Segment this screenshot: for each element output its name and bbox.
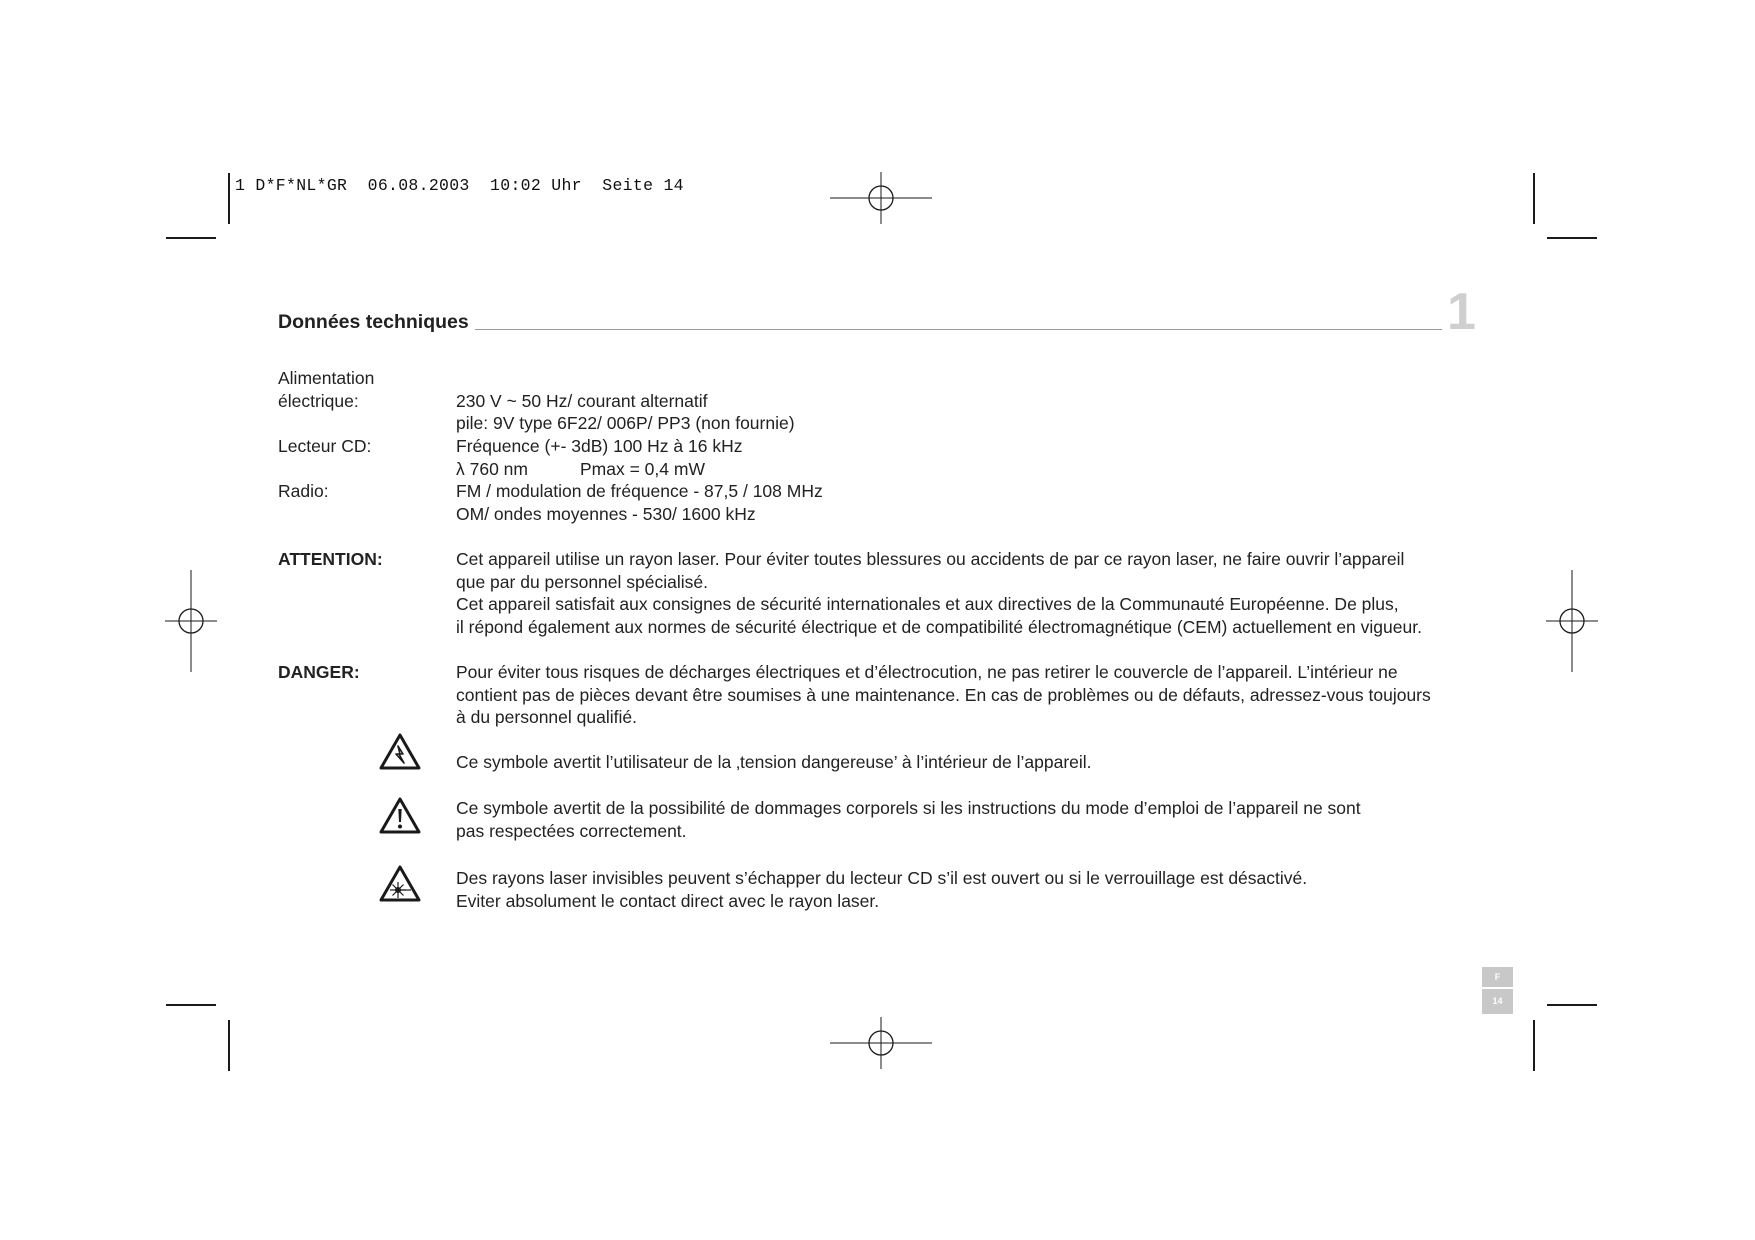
- cd-label: Lecteur CD:: [278, 436, 372, 456]
- danger-line: à du personnel qualifié.: [456, 707, 637, 727]
- registration-mark-bottom: [830, 1017, 932, 1069]
- chapter-number: 1: [1447, 283, 1476, 341]
- laser-warning-icon: [379, 865, 421, 903]
- attention-label: ATTENTION:: [278, 549, 383, 569]
- symbol-description: Eviter absolument le contact direct avec le rayon laser.: [456, 891, 880, 911]
- section-title: Données techniques: [278, 311, 469, 333]
- radio-value-line2: OM/ ondes moyennes - 530/ 1600 kHz: [456, 504, 756, 524]
- attention-line: Cet appareil utilise un rayon laser. Pour éviter toutes blessures ou accidents de par ce rayon laser, ne faire ouvrir l’appareil: [456, 549, 1405, 569]
- cd-wavelength: λ 760 nm: [456, 459, 528, 479]
- radio-label: Radio:: [278, 481, 329, 501]
- registration-mark-right: [1546, 570, 1598, 672]
- symbol-description: Ce symbole avertit l’utilisateur de la ‚tension dangereuse’ à l’intérieur de l’appareil.: [456, 752, 1092, 772]
- attention-line: il répond également aux normes de sécurité électrique et de compatibilité électromagnétique (CEM) actuellement en vigueur.: [456, 617, 1422, 637]
- symbol-description: Ce symbole avertit de la possibilité de dommages corporels si les instructions du mode d’emploi de l’appareil ne sont: [456, 798, 1361, 818]
- danger-label: DANGER:: [278, 662, 360, 682]
- power-value-line1: 230 V ~ 50 Hz/ courant alternatif: [456, 391, 708, 411]
- symbol-description: pas respectées correctement.: [456, 821, 687, 841]
- title-rule: [475, 329, 1442, 330]
- high-voltage-warning-icon: [379, 733, 421, 771]
- registration-mark-left: [165, 570, 217, 672]
- symbol-description: Des rayons laser invisibles peuvent s’échapper du lecteur CD s’il est ouvert ou si le verrouillage est désactivé.: [456, 868, 1308, 888]
- page-number: 14: [1482, 989, 1513, 1014]
- danger-line: Pour éviter tous risques de décharges électriques et d’électrocution, ne pas retirer le couvercle de l’appareil. L’intérieur ne: [456, 662, 1398, 682]
- cd-value-line1: Fréquence (+- 3dB) 100 Hz à 16 kHz: [456, 436, 743, 456]
- attention-line: Cet appareil satisfait aux consignes de sécurité internationales et aux directives de la Communauté Européenne. De plus,: [456, 594, 1399, 614]
- cd-pmax: Pmax = 0,4 mW: [580, 459, 705, 479]
- power-label-line1: Alimentation: [278, 368, 375, 388]
- power-label-line2: électrique:: [278, 391, 359, 411]
- attention-line: que par du personnel spécialisé.: [456, 572, 708, 592]
- printer-slug: 1 D*F*NL*GR 06.08.2003 10:02 Uhr Seite 14: [235, 176, 684, 195]
- radio-value-line1: FM / modulation de fréquence - 87,5 / 108 MHz: [456, 481, 823, 501]
- language-tab: F: [1482, 967, 1513, 987]
- exclamation-warning-icon: [379, 797, 421, 835]
- power-value-line2: pile: 9V type 6F22/ 006P/ PP3 (non fournie): [456, 413, 795, 433]
- registration-mark-top: [830, 172, 932, 224]
- danger-line: contient pas de pièces devant être soumises à une maintenance. En cas de problèmes ou de défauts, adressez-vous toujours: [456, 685, 1431, 705]
